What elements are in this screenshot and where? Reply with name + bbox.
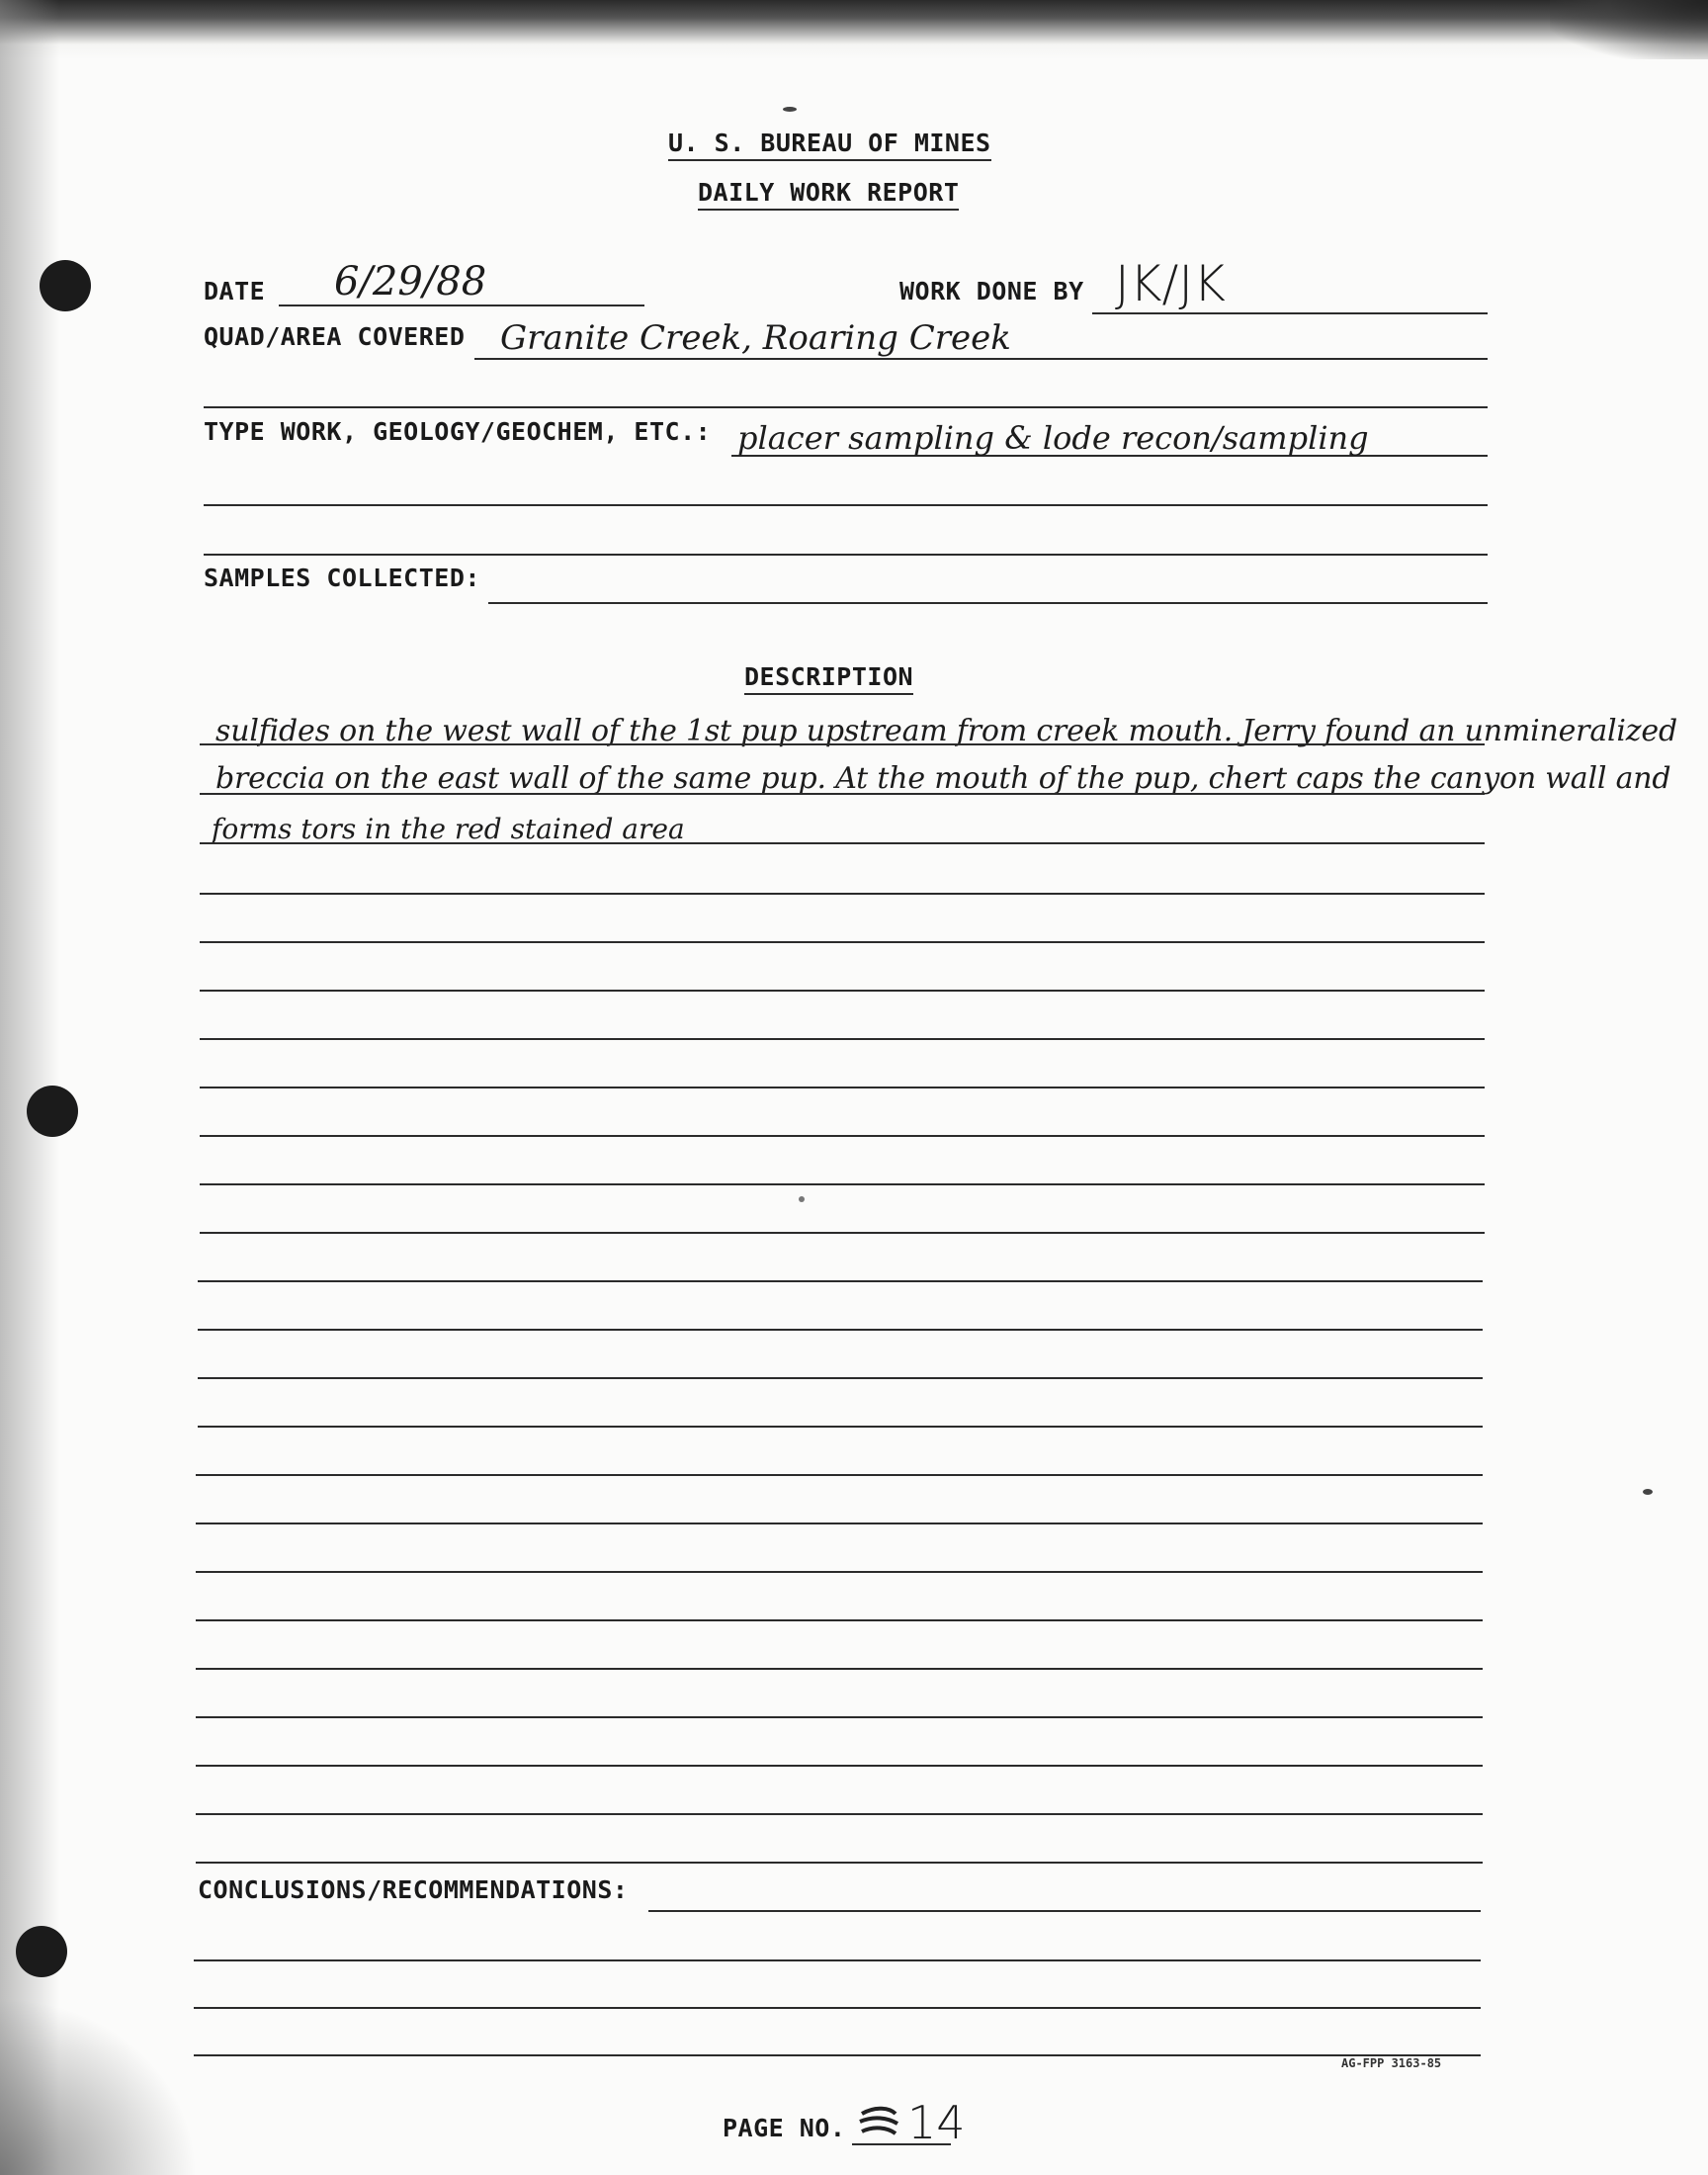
scan-shadow-bottom	[0, 1997, 198, 2175]
ruled-line	[196, 1474, 1483, 1476]
scan-speck	[783, 107, 797, 112]
description-line-1: sulfides on the west wall of the 1st pup upstream from creek mouth. Jerry found an unmineralized	[215, 714, 1677, 748]
type-work-label: TYPE WORK, GEOLOGY/GEOCHEM, ETC.:	[204, 417, 712, 446]
work-done-by-line	[1092, 312, 1488, 314]
struck-digit-mark	[856, 2104, 901, 2143]
ruled-line	[200, 893, 1485, 895]
conclusions-line	[648, 1910, 1481, 1912]
description-line-3: forms tors in the red stained area	[212, 813, 685, 845]
punch-hole-middle	[27, 1086, 78, 1137]
samples-collected-line	[488, 602, 1488, 604]
ruled-line	[198, 1377, 1483, 1379]
work-done-by-value: JK/JK	[1115, 255, 1226, 312]
ruled-line	[200, 793, 1485, 795]
ruled-line	[196, 1619, 1483, 1621]
ruled-line	[196, 1522, 1483, 1524]
ruled-line	[200, 1038, 1485, 1040]
ruled-line	[196, 1862, 1483, 1864]
type-work-line-2	[204, 504, 1488, 506]
ruled-line	[198, 1426, 1483, 1428]
work-done-by-label: WORK DONE BY	[899, 277, 1084, 305]
punch-hole-bottom	[16, 1926, 67, 1977]
page-number-value: 14	[907, 2096, 966, 2149]
description-line-2: breccia on the east wall of the same pup. At the mouth of the pup, chert caps the canyon wall and	[215, 761, 1671, 796]
description-heading: DESCRIPTION	[744, 662, 913, 695]
ruled-line	[198, 1280, 1483, 1282]
quad-area-value: Granite Creek, Roaring Creek	[500, 318, 1011, 358]
date-label: DATE	[204, 277, 266, 305]
ruled-line	[200, 842, 1485, 844]
ruled-line	[200, 941, 1485, 943]
ruled-line	[196, 1813, 1483, 1815]
type-work-value: placer sampling & lode recon/sampling	[737, 419, 1369, 457]
date-line	[279, 304, 644, 306]
quad-area-label: QUAD/AREA COVERED	[204, 322, 466, 351]
scan-speck	[799, 1196, 805, 1202]
agency-title: U. S. BUREAU OF MINES	[668, 129, 991, 161]
scan-speck	[1643, 1489, 1653, 1495]
ruled-line	[196, 1765, 1483, 1767]
ruled-line	[196, 1571, 1483, 1573]
scan-shadow-corner	[1550, 0, 1708, 59]
samples-collected-label: SAMPLES COLLECTED:	[204, 564, 480, 592]
conclusions-label: CONCLUSIONS/RECOMMENDATIONS:	[198, 1875, 629, 1904]
conclusions-line-2	[194, 1959, 1481, 1961]
form-code: AG-FPP 3163-85	[1341, 2056, 1442, 2070]
ruled-line	[200, 1135, 1485, 1137]
quad-area-line-2	[204, 406, 1488, 408]
punch-hole-top	[40, 260, 91, 311]
form-title: DAILY WORK REPORT	[698, 178, 959, 211]
quad-area-line	[474, 358, 1488, 360]
ruled-line	[200, 990, 1485, 992]
conclusions-line-4	[194, 2054, 1481, 2056]
type-work-line-3	[204, 554, 1488, 556]
ruled-line	[198, 1329, 1483, 1331]
ruled-line	[200, 1087, 1485, 1088]
ruled-line	[200, 1232, 1485, 1234]
ruled-line	[200, 1183, 1485, 1185]
ruled-line	[196, 1668, 1483, 1670]
page-number-label: PAGE NO.	[723, 2114, 846, 2142]
conclusions-line-3	[194, 2007, 1481, 2009]
scan-shadow-top	[0, 0, 1708, 59]
ruled-line	[196, 1716, 1483, 1718]
ruled-line	[200, 743, 1485, 745]
date-value: 6/29/88	[334, 259, 487, 304]
